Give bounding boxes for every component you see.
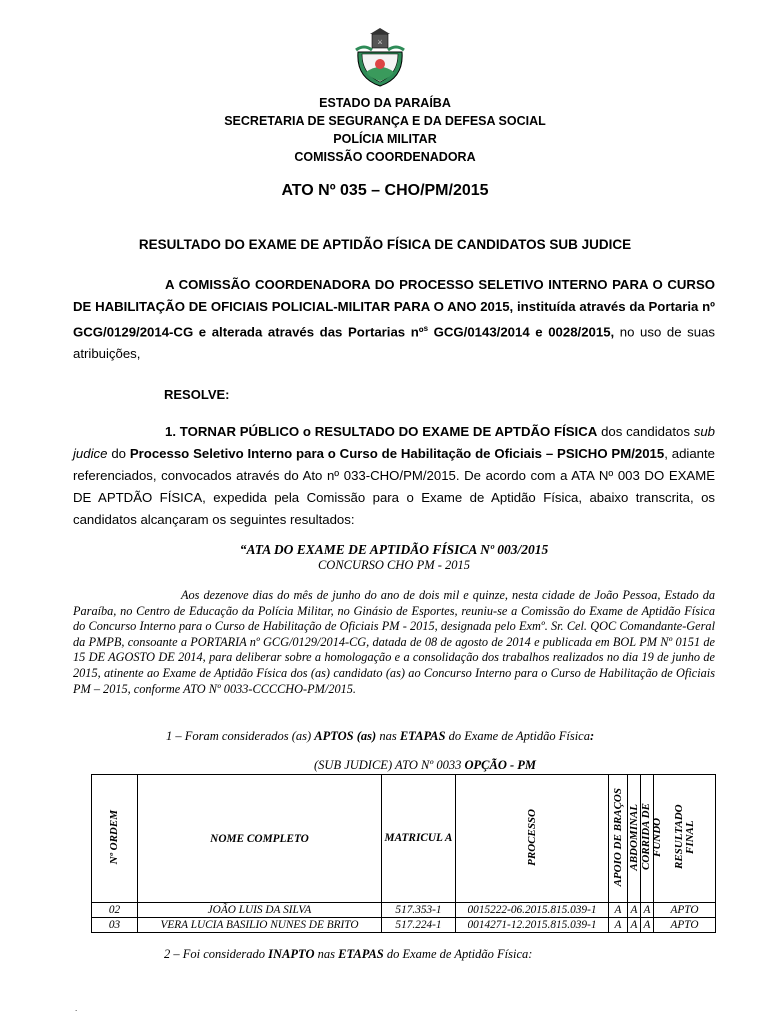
- item-1-aptos: APTOS (as): [314, 729, 377, 743]
- resolution-italic: sub judice: [73, 424, 715, 461]
- table-row: [92, 918, 716, 933]
- header-processo: PROCESSO: [456, 775, 609, 903]
- preamble-paragraph: [73, 274, 715, 365]
- resolution-bold-2: Processo Seletivo Interno para o Curso de Habilitação de Oficiais – PSICHO PM/2015: [129, 446, 665, 461]
- header-line-state: ESTADO DA PARAÍBA: [319, 96, 451, 110]
- cell-apoio: A: [609, 903, 628, 918]
- cell-abdominal: A: [628, 903, 641, 918]
- cell-corrida: A: [641, 918, 654, 933]
- header-ordem: Nº ORDEM: [92, 775, 138, 903]
- resolution-bold-1: 1. TORNAR PÚBLICO o RESULTADO DO EXAME DE APTDÃO FÍSICA: [165, 424, 598, 439]
- table-row: [92, 903, 716, 918]
- header-resultado: RESULTADO FINAL: [654, 775, 716, 903]
- header-line-secretariat: SECRETARIA DE SEGURANÇA E DA DEFESA SOCIAL: [224, 114, 546, 128]
- item-1-prefix: 1 – Foram considerados (as): [166, 729, 315, 743]
- header-matricula: MATRICUL A: [382, 775, 456, 903]
- cell-matricula: 517.224-1: [382, 918, 456, 933]
- header-nome: NOME COMPLETO: [138, 775, 382, 903]
- item-2-inapto: INAPTO: [268, 947, 315, 961]
- item-1-etapas: ETAPAS: [399, 729, 446, 743]
- item-2-prefix: 2 – Foi considerado: [164, 947, 269, 961]
- preamble-bold-end: GCG/0143/2014 e 0028/2015,: [428, 324, 615, 340]
- institution-header: [0, 94, 770, 166]
- preamble-superscript: s: [423, 324, 429, 333]
- cell-resultado: APTO: [654, 918, 716, 933]
- preamble-bold: A COMISSÃO COORDENADORA DO PROCESSO SELETIVO INTERNO PARA O CURSO DE HABILITAÇÃO DE OFICIAIS POLICIAL-MILITAR PARA O ANO 2015, instituída através da Portaria nº GCG/0129/2014-CG e alterada através das Portarias nº: [73, 277, 715, 340]
- coat-of-arms-icon: [350, 28, 410, 88]
- resolution-normal-3: , adiante referenciados, convocados através do Ato nº 033-CHO/PM/2015. De acordo com a ATA Nº 003 DO EXAME DE APTDÃO FÍSICA, expedida pela Comissão para o Exame de Aptidão Física, abaixo transcrita, os candidatos alcançaram os seguintes resultados:: [73, 446, 716, 527]
- resolution-normal-1: dos candidatos: [597, 424, 694, 439]
- cell-resultado: APTO: [654, 903, 716, 918]
- table-caption-bold: OPÇÃO - PM: [464, 758, 537, 772]
- header-abdominal: ABDOMINAL: [628, 775, 641, 903]
- header-line-police: POLÍCIA MILITAR: [333, 132, 437, 146]
- item-1-line: [166, 729, 594, 744]
- table-header-row: [92, 775, 716, 903]
- header-apoio: APOIO DE BRAÇOS: [609, 775, 628, 903]
- result-title: RESULTADO DO EXAME DE APTIDÃO FÍSICA DE CANDIDATOS SUB JUDICE: [138, 237, 632, 252]
- resolve-heading: RESOLVE:: [164, 387, 230, 402]
- item-1-suffix: do Exame de Aptidão Física: [445, 729, 590, 743]
- cell-nome: VERA LUCIA BASILIO NUNES DE BRITO: [138, 918, 382, 933]
- cell-abdominal: A: [628, 918, 641, 933]
- preamble-normal: no uso de suas atribuições,: [73, 324, 715, 362]
- item-1-colon: :: [589, 729, 595, 743]
- ata-body-text: Aos dezenove dias do mês de junho do ano de dois mil e quinze, nesta cidade de João Pessoa, Estado da Paraíba, no Centro de Educação da Polícia Militar, no Ginásio de Esportes, reuniu-se a Comissão do Exame de Aptidão Física do Concurso Interno para o Curso de Habilitação de Oficiais PM - 2015, designada pelo Exmº. Sr. Cel. QOC Comandante-Geral da PMPB, consoante a PORTARIA nº GCG/0129/2014-CG, datada de 08 de agosto de 2014 e publicada em BOL PM Nº 0151 de 15 DE AGOSTO DE 2014, para deliberar sobre a homologação e a consolidação dos trabalhos realizados no dia 19 de junho de 2015, atinente ao Exame de Aptidão Física dos (as) candidato (as) ao Concurso Interno para o Curso de Habilitação de Oficiais PM – 2015, conforme ATO Nº 0033-CCCCHO-PM/2015.: [73, 588, 715, 696]
- ata-body: [73, 588, 715, 697]
- header-corrida: CORRIDA DE FUNDO: [641, 775, 654, 903]
- ata-subtitle: CONCURSO CHO PM - 2015: [317, 558, 471, 572]
- cell-processo: 0014271-12.2015.815.039-1: [456, 918, 609, 933]
- resolution-normal-2: do: [107, 446, 130, 461]
- item-2-suffix: do Exame de Aptidão Física:: [383, 947, 533, 961]
- resolution-paragraph: [73, 421, 715, 531]
- table-caption-prefix: (SUB JUDICE) ATO Nº 0033: [314, 758, 465, 772]
- ata-title: “ATA DO EXAME DE APTIDÃO FÍSICA Nº 003/2015: [239, 542, 549, 557]
- item-2-mid: nas: [314, 947, 339, 961]
- svg-text:⚔: ⚔: [377, 39, 383, 46]
- cell-ordem: 03: [92, 918, 138, 933]
- item-2-line: [164, 947, 532, 962]
- header-line-commission: COMISSÃO COORDENADORA: [294, 150, 476, 164]
- cell-nome: JOÃO LUIS DA SILVA: [138, 903, 382, 918]
- act-title: ATO Nº 035 – CHO/PM/2015: [281, 182, 489, 199]
- cell-corrida: A: [641, 903, 654, 918]
- footer-mark: .: [75, 1004, 78, 1013]
- item-1-mid: nas: [376, 729, 400, 743]
- cell-processo: 0015222-06.2015.815.039-1: [456, 903, 609, 918]
- cell-matricula: 517.353-1: [382, 903, 456, 918]
- results-table: [91, 774, 716, 933]
- cell-apoio: A: [609, 918, 628, 933]
- table-caption: [314, 758, 536, 773]
- item-2-etapas: ETAPAS: [338, 947, 384, 961]
- cell-ordem: 02: [92, 903, 138, 918]
